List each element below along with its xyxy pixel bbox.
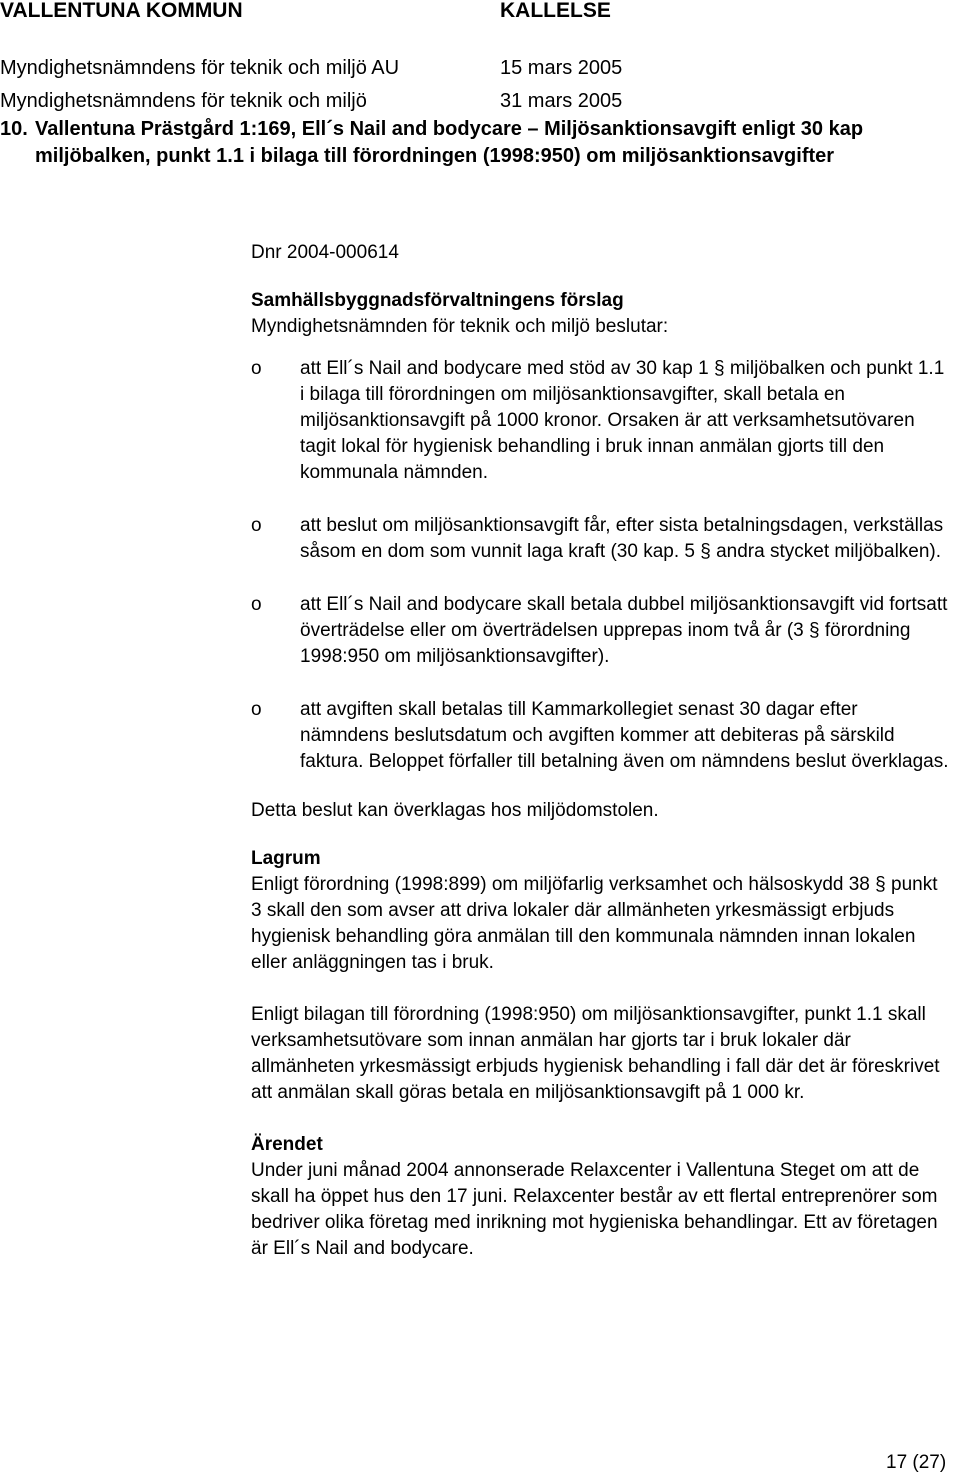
list-item [251, 697, 951, 775]
meeting-organ: Myndighetsnämndens för teknik och miljö AU [0, 57, 400, 79]
meeting-organ: Myndighetsnämndens för teknik och miljö [0, 90, 367, 112]
meeting-date: 31 mars 2005 [500, 90, 623, 112]
decision-text: att Ell´s Nail and bodycare med stöd av 30 kap 1 § miljöbalken och punkt 1.1 i bilaga till förordningen om miljösanktionsavgifter, skall betala en miljösanktionsavgift på 1000 kronor. Orsaken är att verksamhetsutövaren tagit lokal för hygienisk behandling i bruk innan anmälan gjorts till den kommunala nämnden. [300, 358, 945, 483]
arendet-heading: Ärendet [251, 1134, 323, 1155]
meeting-row [0, 52, 900, 85]
meeting-list [0, 52, 900, 118]
list-item [251, 513, 951, 565]
lagrum-paragraph: Enligt bilagan till förordning (1998:950) om miljösanktionsavgifter, punkt 1.1 skall verksamhetsutövare som innan anmälan har gjorts tar i bruk lokaler där allmänheten yrkesmässigt erbjuds hygienisk behandling i fall där det är föreskrivet att anmälan skall göras betala en miljösanktionsavgift på 1 000 kr. [251, 1004, 940, 1103]
agenda-item-title: Vallentuna Prästgård 1:169, Ell´s Nail and bodycare – Miljösanktionsavgift enligt 30 kap miljöbalken, punkt 1.1 i bilaga till förordningen (1998:950) om miljösanktionsavgifter [35, 118, 864, 167]
appeal-note: Detta beslut kan överklagas hos miljödomstolen. [251, 800, 659, 821]
decision-text: att avgiften skall betalas till Kammarkollegiet senast 30 dagar efter nämndens beslutsdatum och avgiften kommer att debiteras på särskild faktura. Beloppet förfaller till betalning även om nämndens beslut överklagas. [300, 699, 949, 772]
agenda-item-number: 10. [0, 118, 28, 140]
list-item [251, 592, 951, 670]
proposal-intro: Myndighetsnämnden för teknik och miljö beslutar: [251, 316, 669, 337]
decision-list [251, 356, 951, 775]
agenda-item-heading [0, 116, 900, 170]
meeting-date: 15 mars 2005 [500, 57, 623, 79]
bullet-marker: o [251, 594, 262, 615]
proposal-heading: Samhällsbyggnadsförvaltningens förslag [251, 290, 624, 311]
decision-text: att Ell´s Nail and bodycare skall betala dubbel miljösanktionsavgift vid fortsatt överträdelse eller om överträdelsen upprepas inom två år (3 § förordning 1998:950 om miljösanktionsavgifter). [300, 594, 948, 667]
meeting-row [0, 85, 900, 118]
municipality-name: VALLENTUNA KOMMUN [0, 0, 243, 22]
page-number: 17 (27) [886, 1452, 947, 1473]
arendet-paragraph: Under juni månad 2004 annonserade Relaxcenter i Vallentuna Steget om att de skall ha öppet hus den 17 juni. Relaxcenter består av ett flertal entreprenörer som bedriver olika företag med inrikning mot hygieniska behandlingar. Ett av företagen är Ell´s Nail and bodycare. [251, 1160, 938, 1259]
bullet-marker: o [251, 358, 262, 379]
document-body [251, 240, 951, 1262]
bullet-marker: o [251, 515, 262, 536]
document-type: KALLELSE [500, 0, 611, 22]
decision-text: att beslut om miljösanktionsavgift får, efter sista betalningsdagen, verkställas såsom en dom som vunnit laga kraft (30 kap. 5 § andra stycket miljöbalken). [300, 515, 944, 562]
bullet-marker: o [251, 699, 262, 720]
list-item [251, 356, 951, 486]
lagrum-heading: Lagrum [251, 848, 321, 869]
lagrum-paragraph: Enligt förordning (1998:899) om miljöfarlig verksamhet och hälsoskydd 38 § punkt 3 skall den som avser att driva lokaler där allmänheten yrkesmässigt erbjuds hygienisk behandling göra anmälan till den kommunala nämnden innan lokalen eller anläggningen tas i bruk. [251, 874, 938, 973]
case-number: Dnr 2004-000614 [251, 242, 399, 263]
